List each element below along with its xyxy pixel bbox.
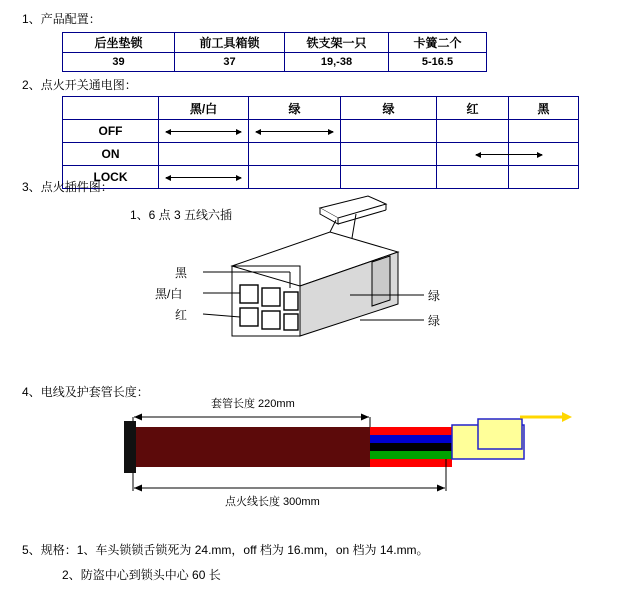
connector-label-red: 红 (175, 308, 188, 322)
switch-connection-cell (437, 143, 509, 166)
config-value-cell: 5-16.5 (389, 53, 487, 72)
section-5-number: 5、 (22, 543, 41, 557)
switch-connection-cell (249, 143, 341, 166)
config-header-cell: 前工具箱锁 (175, 33, 285, 53)
sleeve-length-dimension: 套管长度 220mm (208, 395, 298, 411)
connector-diagram (0, 180, 618, 355)
switch-row-label: ON (63, 143, 159, 166)
switch-header-cell: 黑/白 (159, 97, 249, 120)
switch-connection-cell (159, 120, 249, 143)
product-config-table (62, 32, 487, 72)
connector-caption: 1、6 点 3 五线六插 (130, 208, 233, 222)
switch-header-cell: 绿 (249, 97, 341, 120)
config-value-cell: 39 (63, 53, 175, 72)
section-1-title: 产品配置： (40, 12, 101, 26)
spec-item-1-text: 车头锁锁舌锁死为 24.mm，off 档为 16.mm，on 档为 14.mm。 (95, 543, 429, 557)
connector-label-black: 黑 (175, 266, 188, 280)
switch-header-cell: 黑 (509, 97, 579, 120)
table-row (63, 97, 579, 120)
switch-row-label: LOCK (63, 166, 159, 189)
connector-label-green-1: 绿 (428, 289, 441, 303)
section-1-number: 1、 (22, 12, 41, 26)
section-1-heading (22, 10, 101, 27)
connector-illustration (0, 180, 618, 355)
ignition-wire-length-dimension: 点火线长度 300mm (222, 493, 323, 509)
config-header-cell: 铁支架一只 (285, 33, 389, 53)
config-header-cell: 后坐垫锁 (63, 33, 175, 53)
table-row (63, 53, 487, 72)
spec-item-2 (62, 566, 221, 583)
double-arrow-icon (476, 154, 542, 155)
section-2-heading (22, 76, 137, 93)
section-2-number: 2、 (22, 78, 41, 92)
switch-connection-cell (341, 120, 437, 143)
table-row (63, 143, 579, 166)
table-row (63, 120, 579, 143)
connector-label-black-white: 黑/白 (155, 287, 183, 301)
section-4-number: 4、 (22, 385, 41, 399)
connector-label-green-2: 绿 (428, 314, 441, 328)
switch-corner-cell (63, 97, 159, 120)
section-3-number: 3、 (22, 180, 41, 194)
switch-connection-cell (249, 120, 341, 143)
harness-diagram (0, 385, 618, 515)
config-value-cell: 19,-38 (285, 53, 389, 72)
switch-connection-cell (159, 143, 249, 166)
switch-header-cell: 绿 (341, 97, 437, 120)
double-arrow-icon (256, 131, 332, 132)
double-arrow-icon (166, 131, 241, 132)
switch-connection-cell (341, 143, 437, 166)
spec-item-2-number: 2、 (62, 568, 81, 582)
switch-row-label: OFF (63, 120, 159, 143)
section-2-title: 点火开关通电图： (40, 78, 137, 92)
switch-connection-cell (437, 120, 509, 143)
spec-item-2-text: 防盗中心到锁头中心 60 长 (80, 568, 221, 582)
switch-connection-cell (509, 120, 579, 143)
section-4-title: 电线及护套管长度： (40, 385, 149, 399)
section-5-heading (22, 541, 429, 558)
config-value-cell: 37 (175, 53, 285, 72)
section-3-title: 点火插件图： (40, 180, 113, 194)
table-row (63, 33, 487, 53)
ignition-switch-table (62, 96, 579, 189)
spec-item-1-number: 1、 (76, 543, 96, 557)
section-5-title: 规格： (40, 543, 77, 557)
switch-header-cell: 红 (437, 97, 509, 120)
double-arrow-icon (166, 177, 241, 178)
config-header-cell: 卡簧二个 (389, 33, 487, 53)
